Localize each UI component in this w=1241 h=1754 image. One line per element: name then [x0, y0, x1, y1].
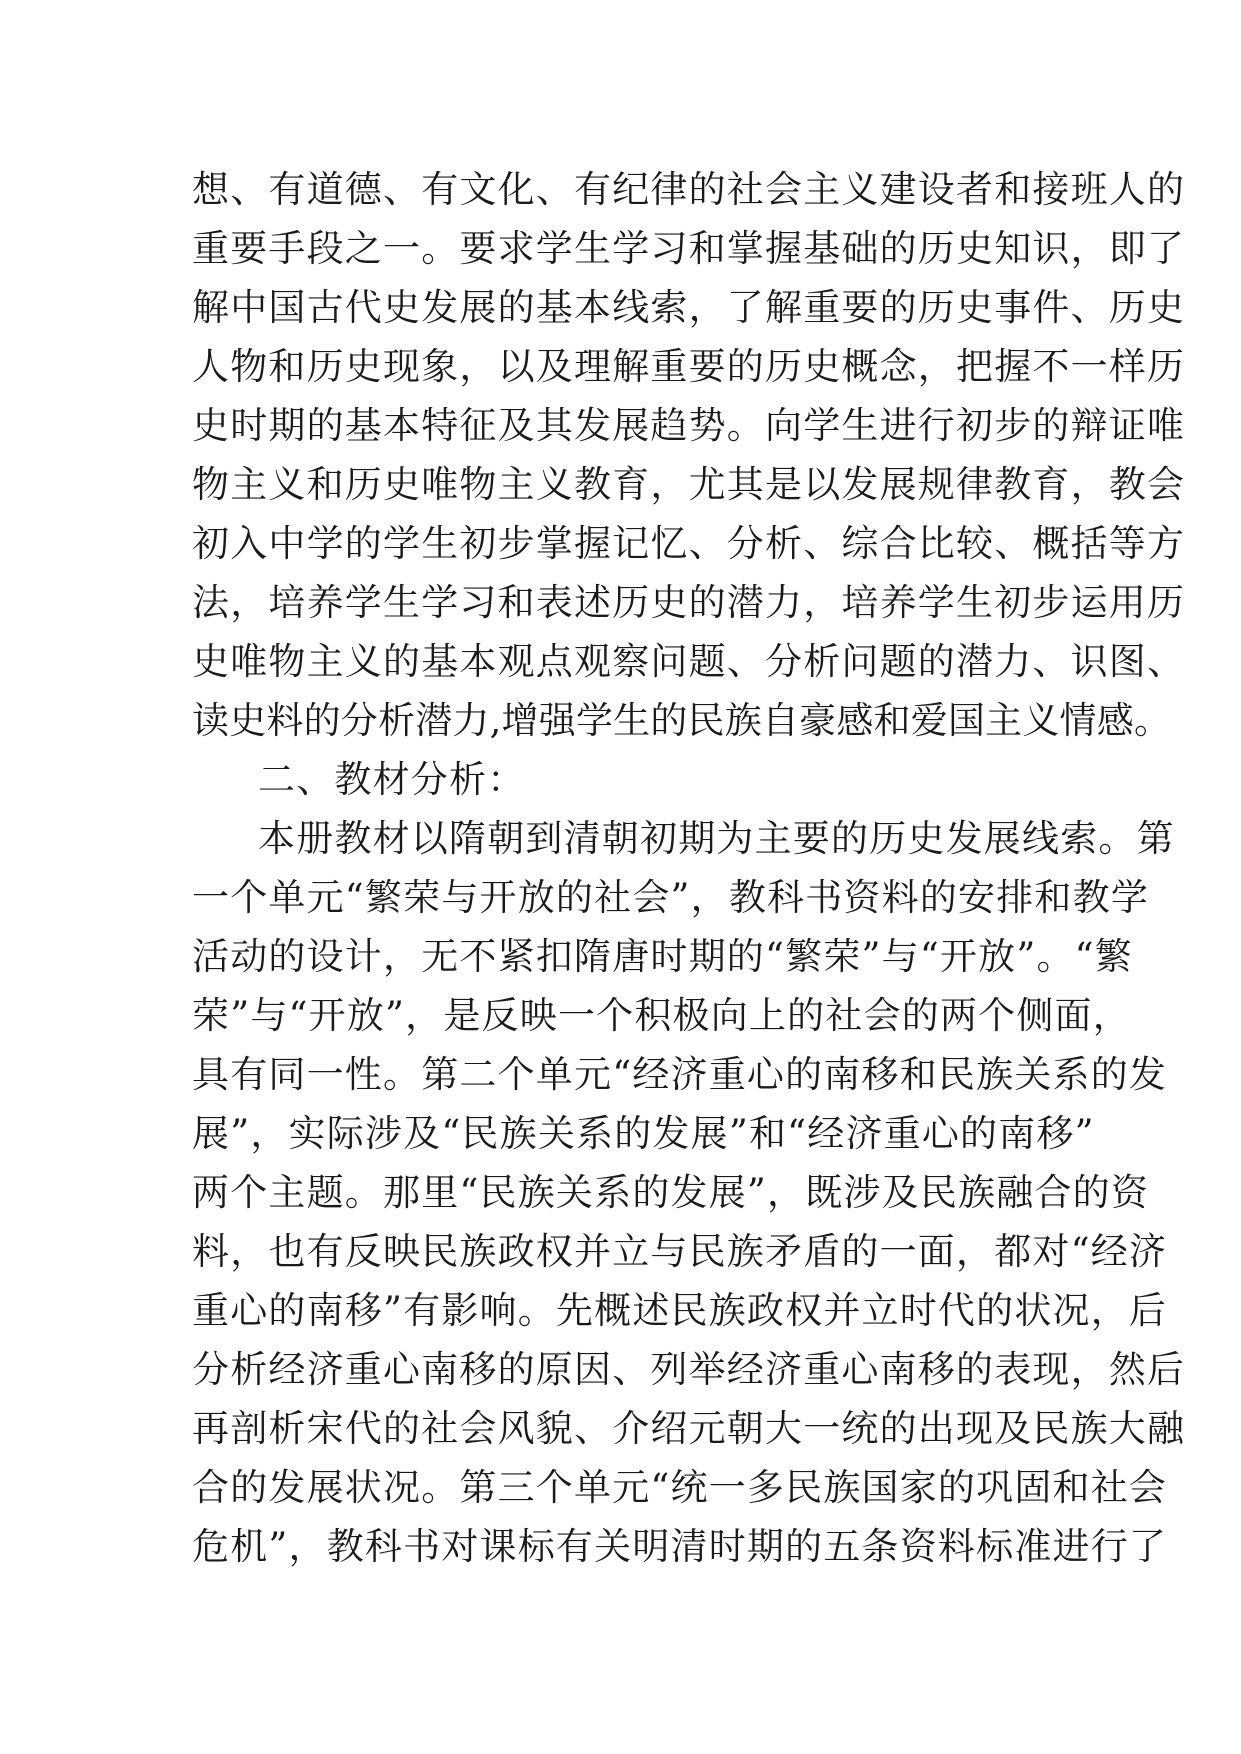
text-line: 合的发展状况。第三个单元“统一多民族国家的巩固和社会	[192, 1466, 1168, 1509]
text-line: 一个单元“繁荣与开放的社会”，教科书资料的安排和教学	[192, 876, 1150, 919]
text-line: 初入中学的学生初步掌握记忆、分析、综合比较、概括等方	[192, 522, 1186, 565]
text-line: 危机”，教科书对课标有关明清时期的五条资料标准进行了	[192, 1525, 1168, 1568]
text-line: 分析经济重心南移的原因、列举经济重心南移的表现，然后	[192, 1348, 1186, 1391]
text-line: 再剖析宋代的社会风貌、介绍元朝大一统的出现及民族大融	[192, 1407, 1186, 1450]
text-line: 法，培养学生学习和表述历史的潜力，培养学生初步运用历	[192, 581, 1186, 624]
text-line: 人物和历史现象，以及理解重要的历史概念，把握不一样历	[192, 345, 1186, 388]
text-line: 读史料的分析潜力,增强学生的民族自豪感和爱国主义情感。	[192, 699, 1172, 742]
text-line: 史时期的基本特征及其发展趋势。向学生进行初步的辩证唯	[192, 404, 1186, 447]
text-line: 史唯物主义的基本观点观察问题、分析问题的潜力、识图、	[192, 640, 1186, 683]
text-line: 重要手段之一。要求学生学习和掌握基础的历史知识，即了	[192, 227, 1186, 270]
text-line: 重心的南移”有影响。先概述民族政权并立时代的状况，后	[192, 1289, 1168, 1332]
text-line: 具有同一性。第二个单元“经济重心的南移和民族关系的发	[192, 1053, 1168, 1096]
text-line: 物主义和历史唯物主义教育，尤其是以发展规律教育，教会	[192, 463, 1186, 506]
text-line: 两个主题。那里“民族关系的发展”，既涉及民族融合的资	[192, 1171, 1150, 1214]
text-line: 料，也有反映民族政权并立与民族矛盾的一面，都对“经济	[192, 1230, 1168, 1273]
text-line: 活动的设计，无不紧扣隋唐时期的“繁荣”与“开放”。“繁	[192, 935, 1133, 978]
paragraph-first-line: 本册教材以隋朝到清朝初期为主要的历史发展线索。第	[258, 817, 1175, 860]
section-heading: 二、教材分析：	[258, 758, 526, 801]
body-text	[192, 160, 1186, 1576]
text-line: 荣”与“开放”，是反映一个积极向上的社会的两个侧面，	[192, 994, 1131, 1037]
text-line: 想、有道德、有文化、有纪律的社会主义建设者和接班人的	[192, 168, 1186, 211]
text-line: 展”，实际涉及“民族关系的发展”和“经济重心的南移”	[192, 1112, 1095, 1155]
text-line: 解中国古代史发展的基本线索，了解重要的历史事件、历史	[192, 286, 1186, 329]
